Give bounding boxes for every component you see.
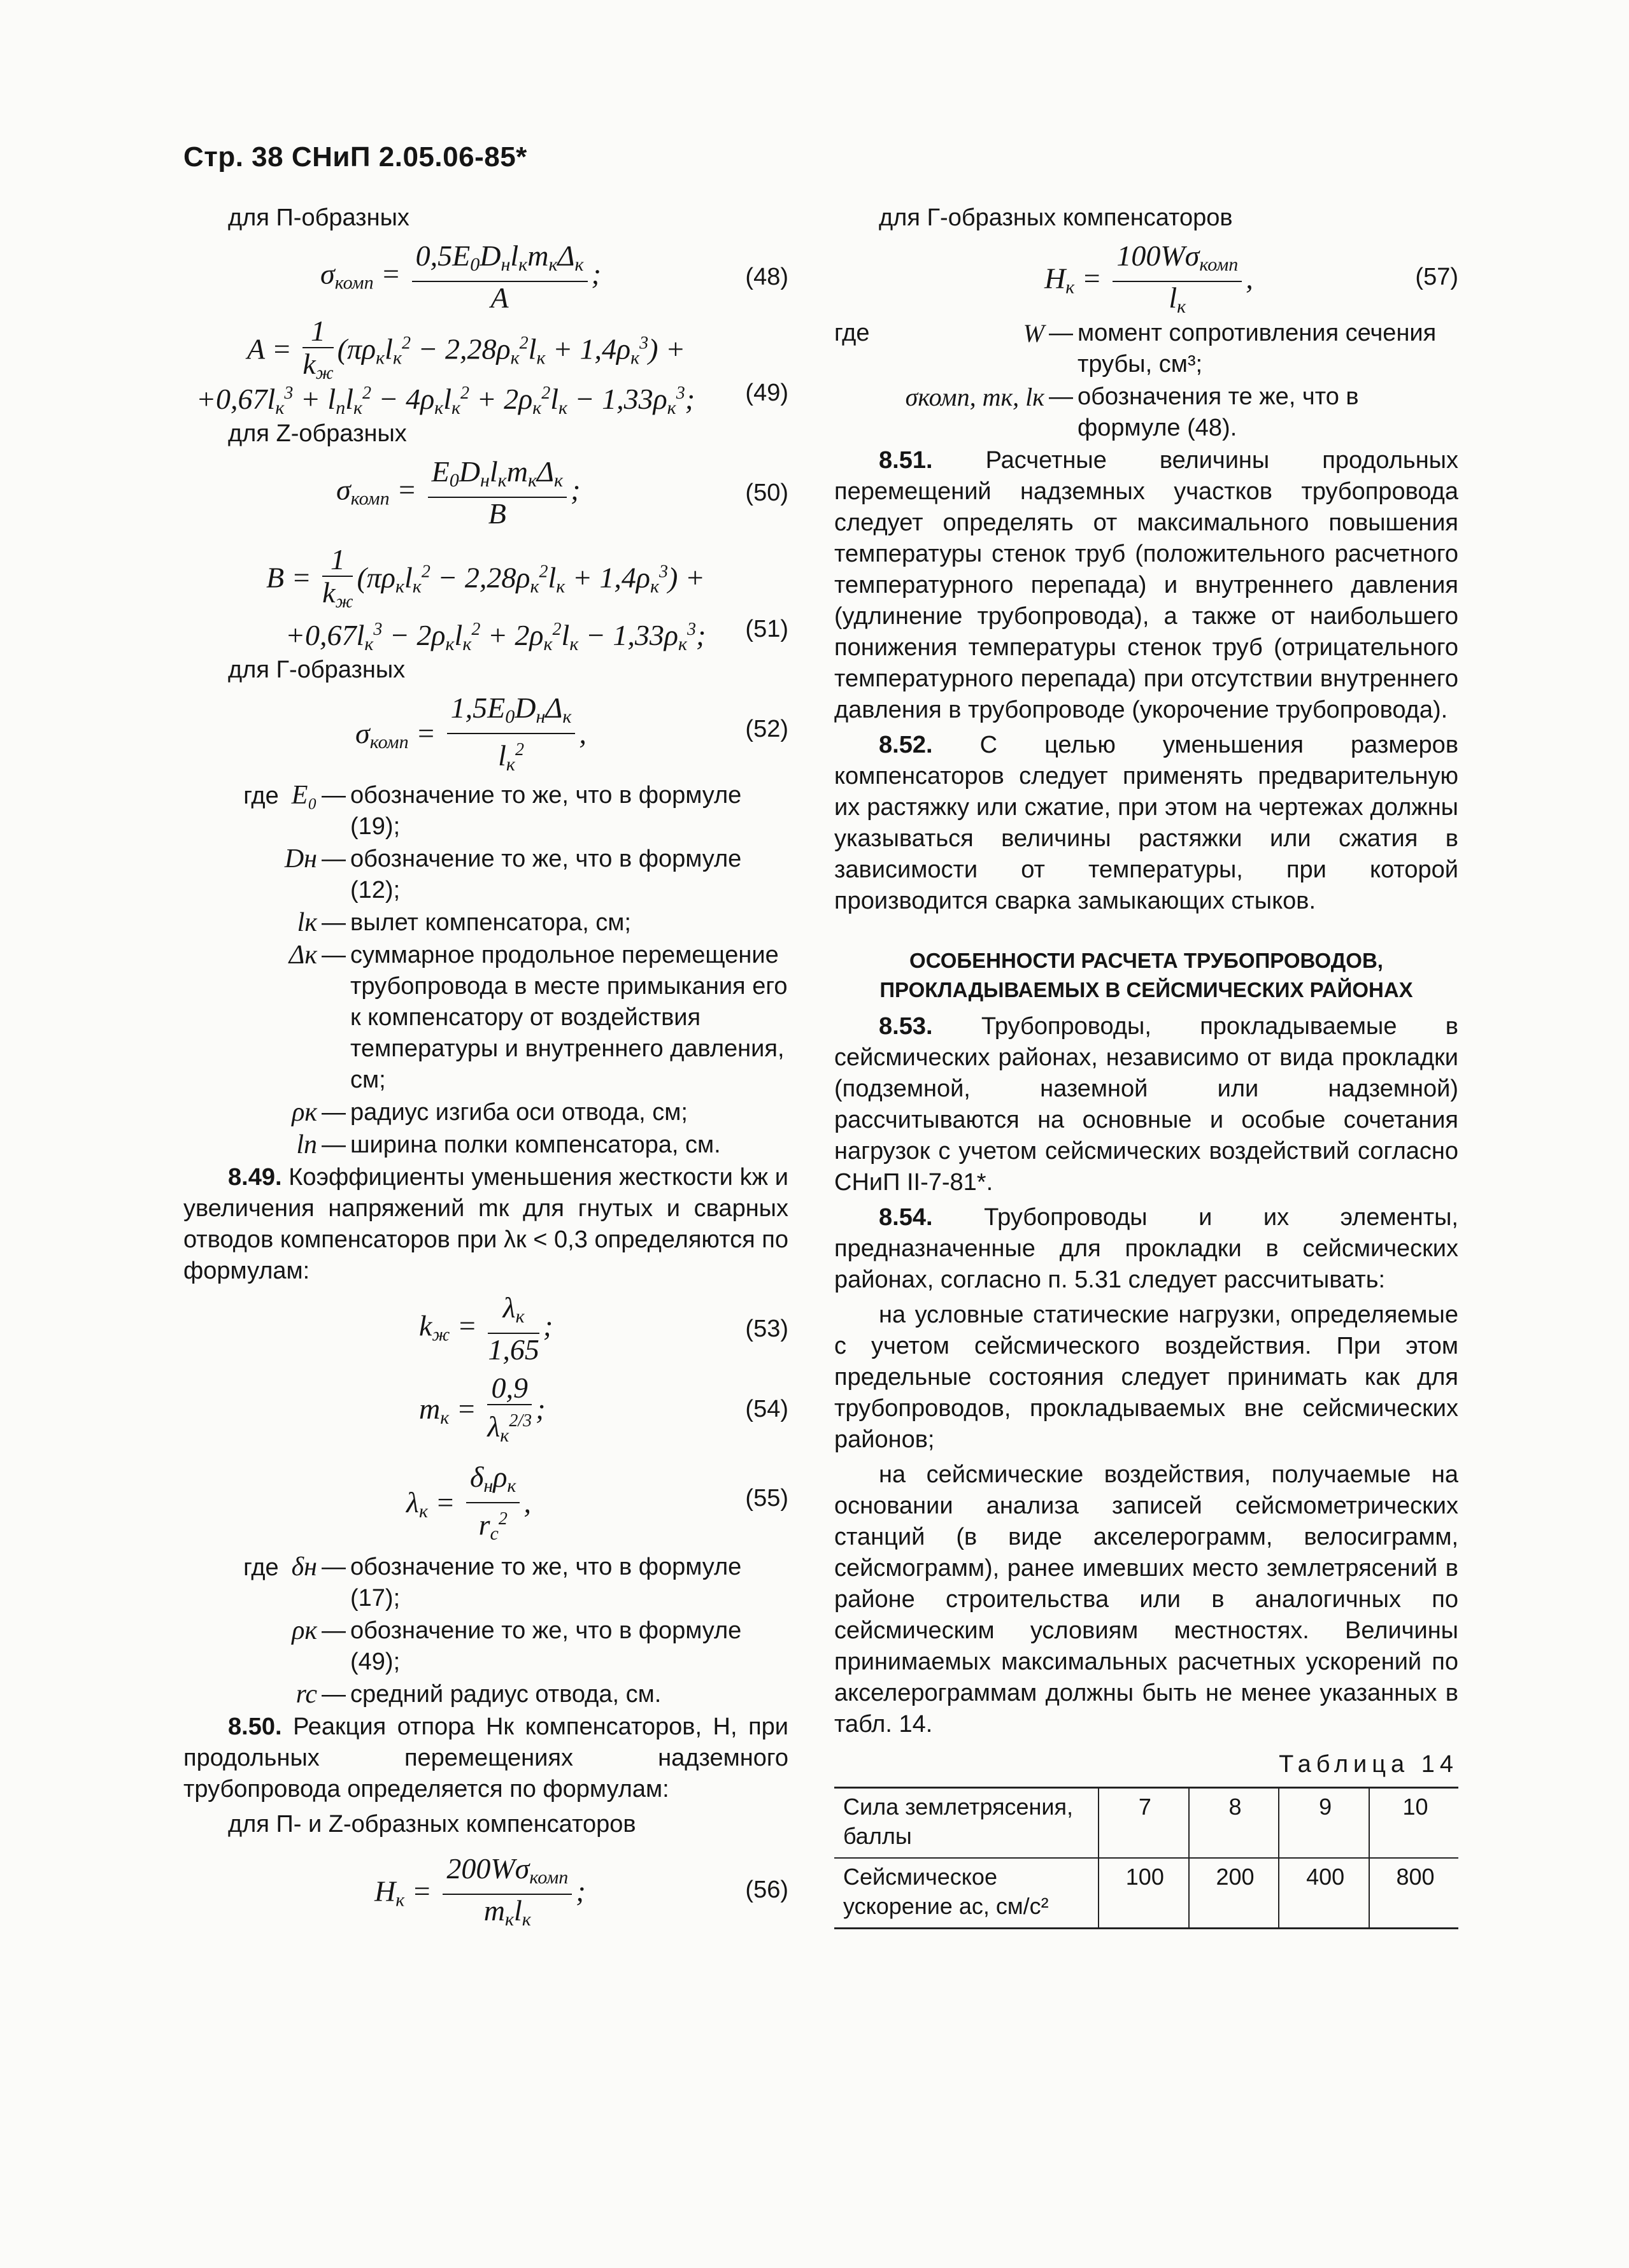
definition-symbol: ρк [292,1098,317,1127]
definition-text: вылет компенсатора, см; [350,909,631,936]
clause-number: 8.52. [879,732,933,758]
clause-number: 8.49. [228,1164,282,1191]
where-label: где [834,320,870,346]
definitions-list-3 [834,318,1458,444]
formula-number-50: (50) [745,479,788,506]
formula-53: $k_ж$ = $\frac{\lambda_к}{1,65}$ ; (53) [419,1291,788,1366]
formula-51-line1: B = $\frac{1}{k_ж}$ $(\pi\rho_кl_к^2 - 2,28\rho_к^2l_к + 1,4\rho_к^3)$ + [266,543,705,612]
definition-text: суммарное продольное перемещение трубопровода в месте примыкания его к компенсатору от воздействия температуры и внутреннего давления, см; [350,942,788,1093]
definition-text: обозначение то же, что в формуле (17); [350,1554,742,1612]
formula-number-52: (52) [745,716,788,742]
definition-item: где W — момент сопротивления сечения трубы, см³; [834,318,1458,380]
formula-48: $\sigma_{комп}$ = $\frac{0,5E_0D_нl_кm_к\Delta_к}{A}$ ; (48) [320,239,788,314]
paragraph-text: Расчетные величины продольных перемещений надземных участков трубопровода следует определять от максимального повышения температуры стенок труб (положительного расчетного температурного перепада) и внутреннего давления (удлинение трубопровода), а также от наибольшего понижения температуры стенок труб (отрицательного температурного перепада) при отсутствии внутреннего давления в трубопроводе (укорочение трубопровода). [834,447,1458,723]
formula-52: $\sigma_{комп}$ = $\frac{1,5E_0D_н\Delta_к}{l_к^2}$ , (52) [355,691,788,775]
paragraph-text: Трубопроводы, прокладываемые в сейсмических районах, независимо от вида прокладки (подземной, наземной или надземной) рассчитываются на основные и особые сочетания нагрузок с учетом сейсмических воздействий согласно СНиП II-7-81*. [834,1013,1458,1196]
definition-text: обозначение то же, что в формуле (49); [350,1617,742,1675]
clause-number: 8.54. [879,1204,933,1231]
paragraph-8-52 [834,730,1458,917]
definition-text: обозначение то же, что в формуле (12); [350,846,742,904]
formula-56: $H_к$ = $\frac{200W\sigma_{комп}}{m_кl_к}$ ; (56) [374,1852,788,1930]
definition-text: радиус изгиба оси отвода, см; [350,1099,688,1126]
definition-symbol: E₀ [291,781,317,810]
definition-item: σкомп, mк, lк — обозначения те же, что в формуле (48). [834,381,1458,444]
paragraph-text: Трубопроводы и их элементы, предназначенные для прокладки в сейсмических районах, согласно п. 5.31 следует рассчитывать: [834,1204,1458,1293]
definition-symbol: ρк [292,1616,317,1645]
paragraph-8-51 [834,445,1458,726]
paragraph-text: Коэффициенты уменьшения жесткости kж и увеличения напряжений mк для гнутых и сварных отводов компенсаторов при λк < 0,3 определяются по формулам: [183,1164,789,1284]
where-label: где [243,783,279,809]
definitions-list-2 [183,1552,788,1710]
paragraph-8-49 [183,1162,788,1287]
paragraph-text: С целью уменьшения размеров компенсаторов следует применять предварительную их растяжку или сжатие, при этом на чертежах должны указываться величины растяжки или сжатия в зависимости от температуры, при которой производится сварка замыкающих стыков. [834,732,1459,914]
paragraph-8-54-b: на сейсмические воздействия, получаемые на основании анализа записей сейсмометрических станций (в виде акселерограмм, велосиграмм, сейсмограмм), ранее имевших место землетрясений в районе строительства или в аналогичных по сейсмическим условиям местностях. Величины принимаемых максимальных расчетных ускорений по акселерограммам должны быть не менее указанных в табл. 14. [834,1461,1458,1738]
table-row-label: Сила землетрясения, баллы [834,1788,1099,1859]
formula-number-54: (54) [745,1396,788,1422]
formula-number-53: (53) [745,1315,788,1342]
label-z-shaped: для Z-образных [228,420,407,447]
table-row-label: Сейсмическое ускорение ac, см/с² [834,1858,1099,1929]
label-pz-shaped: для П- и Z-образных компенсаторов [228,1811,636,1838]
definition-item: lк — вылет компенсатора, см; [183,907,788,939]
table-cell: 800 [1369,1858,1458,1929]
right-column [834,202,1458,1929]
definition-symbol: W [1023,319,1044,348]
section-title: ОСОБЕННОСТИ РАСЧЕТА ТРУБОПРОВОДОВ, ПРОКЛАДЫВАЕМЫХ В СЕЙСМИЧЕСКИХ РАЙОНАХ [879,949,1413,1002]
definition-item: ρк — радиус изгиба оси отвода, см; [183,1097,788,1128]
table-14 [834,1787,1458,1929]
formula-55: $\lambda_к$ = $\frac{\delta_н\rho_к}{r_c^2}$ , (55) [406,1461,788,1544]
formula-number-56: (56) [745,1876,788,1903]
definition-symbol: lк [297,908,317,937]
where-label: где [243,1554,279,1581]
definition-item: lп — ширина полки компенсатора, см. [183,1130,788,1161]
definition-item: ρк — обозначение то же, что в формуле (49); [183,1615,788,1678]
definition-text: момент сопротивления сечения трубы, см³; [1078,320,1437,378]
table-cell: 200 [1189,1858,1279,1929]
formula-number-48: (48) [745,264,788,290]
definition-symbol: lп [296,1130,317,1159]
table-cell: 7 [1099,1788,1189,1859]
definition-item: где E₀ — обозначение то же, что в формуле (19); [183,780,788,842]
definition-text: средний радиус отвода, см. [350,1681,662,1708]
left-column [183,202,788,1936]
clause-number: 8.53. [879,1013,933,1040]
definition-symbol: rc [295,1680,317,1709]
definition-symbol: δн [291,1552,317,1582]
formula-57: $H_к$ = $\frac{100W\sigma_{комп}}{l_к}$ , (57) [1044,239,1458,317]
definition-text: ширина полки компенсатора, см. [350,1131,721,1158]
label-p-shaped: для П-образных [228,204,409,231]
table-cell: 100 [1099,1858,1189,1929]
paragraph-8-50 [183,1712,788,1805]
definition-item: Dн — обозначение то же, что в формуле (12); [183,844,788,906]
definition-item: Δк — суммарное продольное перемещение трубопровода в месте примыкания его к компенсатору от воздействия температуры и внутреннего давления, см; [183,940,788,1096]
formula-49-line2: $+0,67l_к^3 + l_пl_к^2 - 4\rho_кl_к^2 + 2\rho_к^2l_к - 1,33\rho_к^3$; (49) [183,365,788,409]
clause-number: 8.51. [879,447,933,474]
table-cell: 400 [1279,1858,1369,1929]
paragraph-text: Реакция отпора Hк компенсаторов, Н, при продольных перемещениях надземного трубопровода определяется по формулам: [183,1713,789,1803]
table-cell: 9 [1279,1788,1369,1859]
formula-number-51: (51) [745,616,788,642]
label-g-shaped: для Г-образных [228,656,406,683]
definition-symbol: Dн [284,844,317,874]
definition-text: обозначение то же, что в формуле (19); [350,782,742,840]
definition-item: rc — средний радиус отвода, см. [183,1679,788,1710]
table-row [834,1858,1458,1929]
formula-51-line2: $+0,67l_к^3 - 2\rho_кl_к^2 + 2\rho_к^2l_к - 1,33\rho_к^3$; (51) [183,601,788,646]
table-cell: 10 [1369,1788,1458,1859]
formula-49-line1: A = $\frac{1}{k_ж}$ $(\pi\rho_кl_к^2 - 2,28\rho_к^2l_к + 1,4\rho_к^3)$ + [247,315,686,383]
definition-text: обозначения те же, что в формуле (48). [1078,383,1359,441]
paragraph-8-54-a: на условные статические нагрузки, определяемые с учетом сейсмического воздействия. При этом предельные состояния следует принимать как для трубопроводов, прокладываемых вне сейсмических районов; [834,1301,1458,1453]
clause-number: 8.50. [228,1713,282,1740]
definition-item: где δн — обозначение то же, что в формуле (17); [183,1552,788,1614]
page-header: Стр. 38 СНиП 2.05.06-85* [183,141,527,173]
table-caption: Таблица 14 [1279,1751,1458,1778]
formula-number-49: (49) [745,379,788,406]
table-row [834,1788,1458,1859]
label-g-shaped-compensators: для Г-образных компенсаторов [879,204,1233,231]
formula-number-57: (57) [1415,264,1458,290]
formula-50: $\sigma_{комп}$ = $\frac{E_0D_нl_кm_к\Delta_к}{B}$ ; (50) [336,455,788,530]
paragraph-8-53 [834,1011,1458,1198]
definition-symbol: σкомп, mк, lк [905,383,1044,411]
formula-54: $m_к$ = $\frac{0,9}{\lambda_к^{2/3}}$ ; (54) [419,1371,788,1446]
formula-number-55: (55) [745,1485,788,1512]
definitions-list-1 [183,780,788,1161]
table-cell: 8 [1189,1788,1279,1859]
paragraph-8-54 [834,1202,1458,1296]
definition-symbol: Δк [288,940,317,970]
